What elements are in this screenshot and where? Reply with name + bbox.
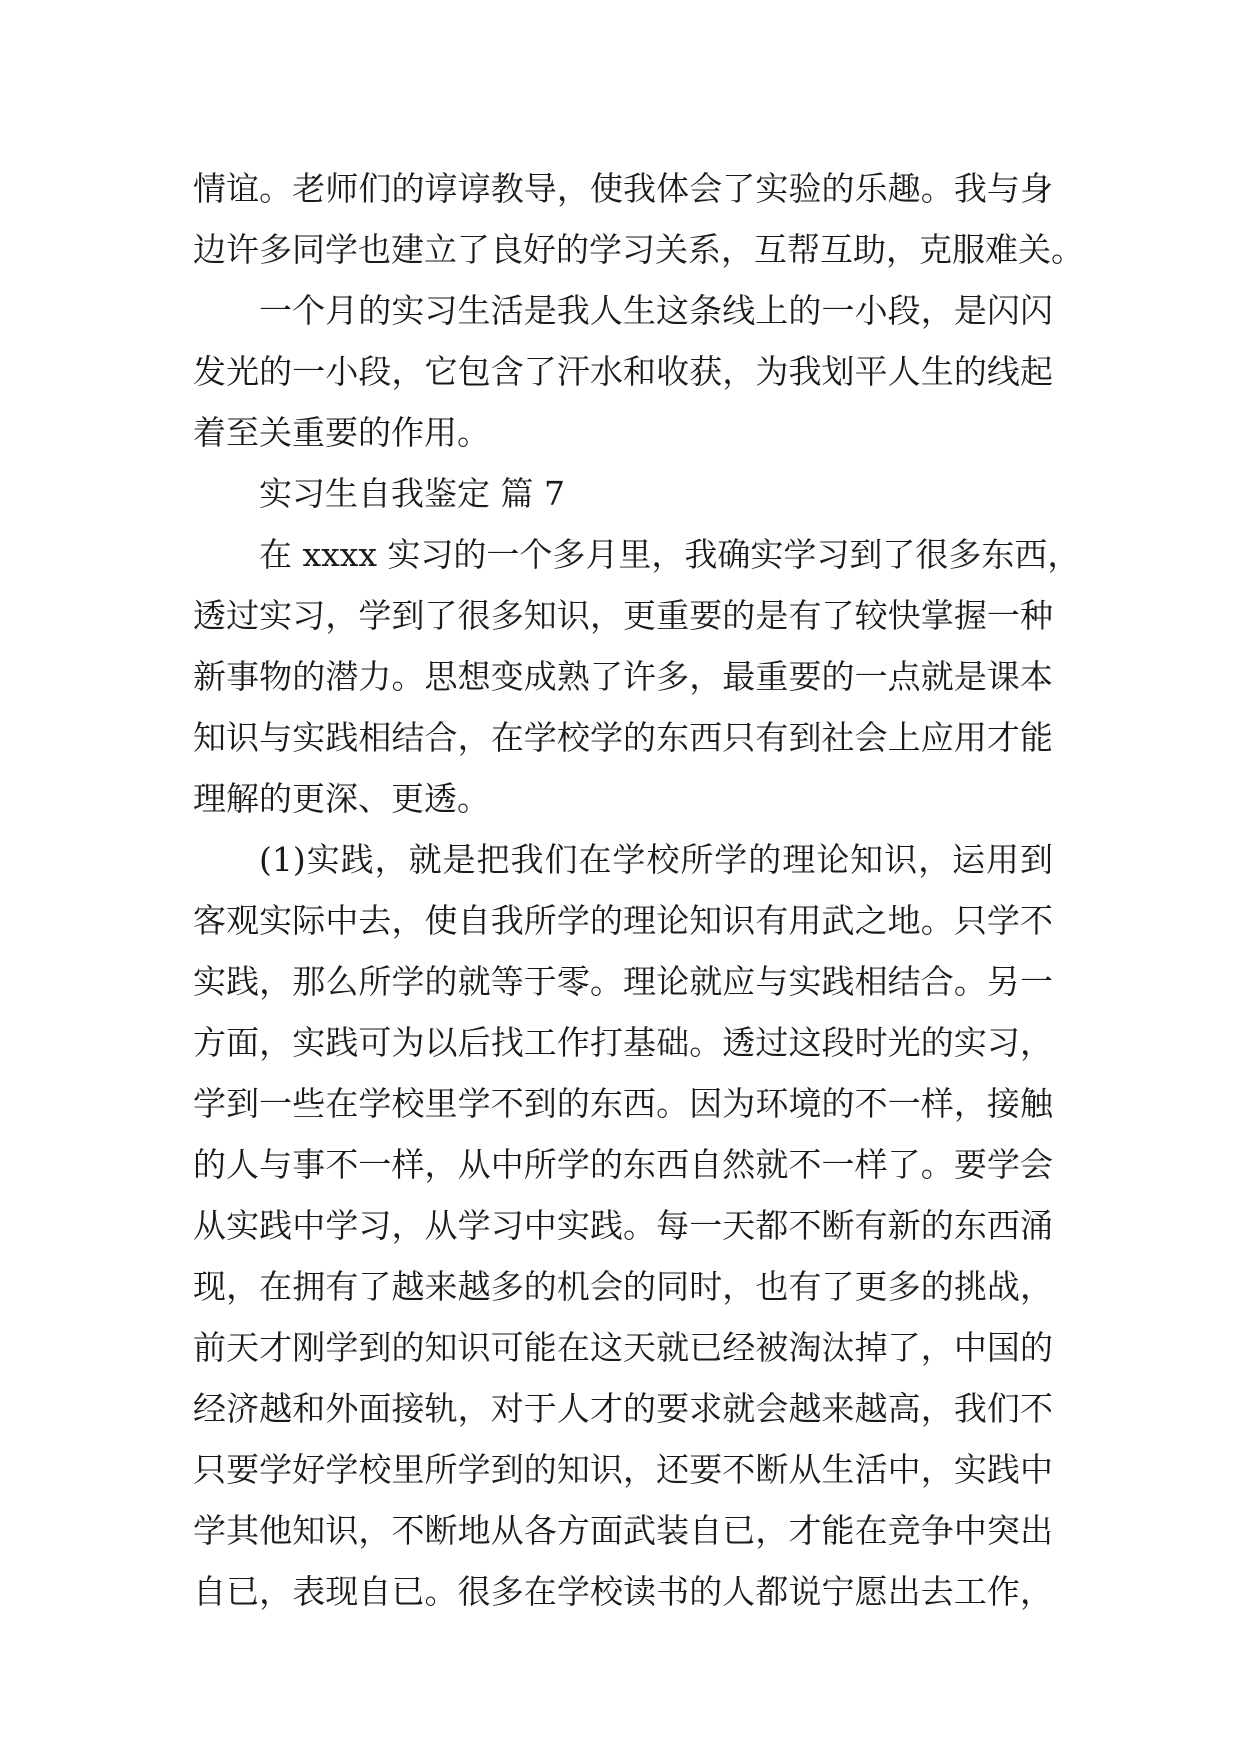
document-body [193,158,1084,1622]
text-line: (1)实践，就是把我们在学校所学的理论知识，运用到 [259,840,1053,879]
text-line: 情谊。老师们的谆谆教导，使我体会了实验的乐趣。我与身 [193,169,1053,208]
text-line: 一个月的实习生活是我人生这条线上的一小段，是闪闪 [259,291,1053,330]
text-line: 的人与事不一样，从中所学的东西自然就不一样了。要学会 [193,1145,1053,1184]
text-line: 实习生自我鉴定 篇 7 [259,474,565,513]
text-line: 现，在拥有了越来越多的机会的同时，也有了更多的挑战， [193,1267,1053,1306]
text-line: 客观实际中去，使自我所学的理论知识有用武之地。只学不 [193,901,1053,940]
text-line: 前天才刚学到的知识可能在这天就已经被淘汰掉了，中国的 [193,1328,1053,1367]
text-line: 学其他知识，不断地从各方面武装自已，才能在竞争中突出 [193,1511,1053,1550]
text-line: 知识与实践相结合，在学校学的东西只有到社会上应用才能 [193,718,1053,757]
text-line: 新事物的潜力。思想变成熟了许多，最重要的一点就是课本 [193,657,1053,696]
text-line: 实践，那么所学的就等于零。理论就应与实践相结合。另一 [193,962,1053,1001]
text-line: 透过实习，学到了很多知识，更重要的是有了较快掌握一种 [193,596,1053,635]
text-line: 从实践中学习，从学习中实践。每一天都不断有新的东西涌 [193,1206,1053,1245]
text-line: 发光的一小段，它包含了汗水和收获，为我划平人生的线起 [193,352,1053,391]
text-line: 在 xxxx 实习的一个多月里，我确实学习到了很多东西， [259,535,1081,574]
text-line: 只要学好学校里所学到的知识，还要不断从生活中，实践中 [193,1450,1053,1489]
text-line: 理解的更深、更透。 [193,779,490,818]
text-line: 着至关重要的作用。 [193,413,490,452]
text-line: 学到一些在学校里学不到的东西。因为环境的不一样，接触 [193,1084,1053,1123]
text-line: 边许多同学也建立了良好的学习关系，互帮互助，克服难关。 [193,230,1084,269]
text-line: 经济越和外面接轨，对于人才的要求就会越来越高，我们不 [193,1389,1053,1428]
text-line: 自已，表现自已。很多在学校读书的人都说宁愿出去工作， [193,1572,1053,1611]
text-line: 方面，实践可为以后找工作打基础。透过这段时光的实习， [193,1023,1053,1062]
